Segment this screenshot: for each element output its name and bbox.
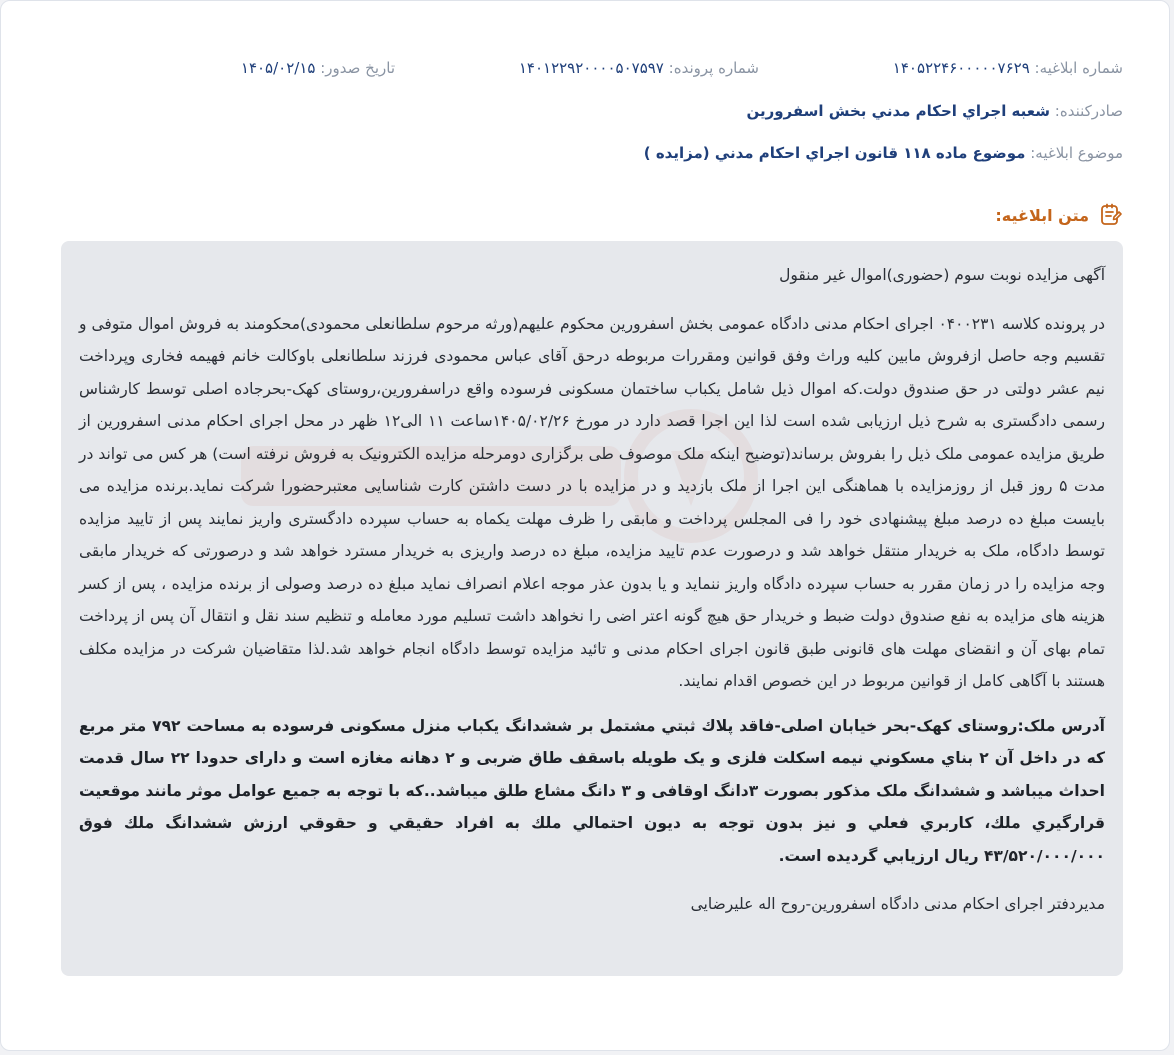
notice-text-heading (995, 201, 1123, 229)
issuer-label: صادرکننده: (1054, 102, 1123, 120)
notice-number (893, 59, 1123, 77)
signature-text: مدیردفتر اجرای احکام مدنی دادگاه اسفرورین-روح اله علیرضایی (690, 895, 1105, 913)
notice-number-value: ۱۴۰۵۲۲۴۶۰۰۰۰۰۷۶۲۹ (892, 59, 1030, 77)
property-address-text: آدرس ملک:روستای کهک-بحر خیابان اصلی-فاقد پلاك ثبتي مشتمل بر ششدانگ یکباب منزل مسکونی فرسوده به مساحت ۷۹۲ متر مربع که در داخل آن ۲ بناي مسكوني نيمه اسكلت فلزی و یک طویله باسقف طاق ضربی و ۲ دهانه مغازه است و دارای حدودا ۲۲ سال قدمت احداث ميباشد و ششدانگ ملک مذکور بصورت ۳دانگ اوقافی و ۳ دانگ مشاع طلق ميباشد..كه با توجه به جميع عوامل موثر مانند موقعيت قرارگيري ملك، كاربري فعلي و نيز بدون توجه به ديون احتمالي ملك به افراد حقيقي و حقوقي ارزش ششدانگ ملك فوق ۴۳/۵۲۰/۰۰۰/۰۰۰ ريال ارزيابي گرديده است. (79, 716, 1105, 865)
notice-text-body (61, 241, 1123, 976)
notice-number-label: شماره ابلاغیه: (1034, 59, 1123, 77)
issue-date-label: تاریخ صدور: (320, 59, 395, 77)
issue-date (241, 59, 395, 77)
subject-line (644, 144, 1123, 162)
auction-heading: آگهی مزایده نوبت سوم (حضوری)اموال غیر منقول (779, 266, 1105, 284)
issuer-value: شعبه اجراي احكام مدني بخش اسفرورين (746, 102, 1050, 120)
issue-date-value: ۱۴۰۵/۰۲/۱۵ (240, 59, 316, 77)
auction-body-text: در پرونده کلاسه ۰۴۰۰۲۳۱ اجرای احکام مدنی دادگاه عمومی بخش اسفرورین محکوم علیهم(ورثه مرحوم سلطانعلی محمودی)محکومند به فروش اموال متوفی و تقسیم وجه حاصل ازفروش مابین کلیه وراث وفق قوانین ومقررات مربوطه درحق آقای عباس محمودی فرزند سلطانعلی باوکالت خانم فهیمه فخاری وپرداخت نیم عشر دولتی در حق صندوق دولت.که اموال ذیل شامل یکباب ساختمان مسکونی فرسوده واقع دراسفرورین،روستای کهک-بحرجاده اصلی توسط کارشناس رسمی دادگستری به شرح ذیل ارزیابی شده است لذا این اجرا قصد دارد در مورخ ۱۴۰۵/۰۲/۲۶ساعت ۱۱ الی۱۲ ظهر در محل اجرای احکام مدنی اسفرورین از طریق مزایده عمومی ملک ذیل را بفروش برساند(توضیح اینکه ملک موصوف طی برگزاری دومرحله مزایده الکترونیک به فروش نرفته است) هر کس می تواند در مدت ۵ روز قبل از روزمزایده با هماهنگی این اجرا از ملک بازدید و در مزایده با در دست داشتن کارت شناسایی معتبرحضورا شرکت نماید.برنده مزایده می بایست مبلغ ده درصد مبلغ پیشنهادی خود را فی المجلس پرداخت و مابقی را ظرف مهلت یکماه به حساب سپرده دادگستری واریز نمایند پس از تایید مزایده توسط دادگاه، ملک به خریدار منتقل خواهد شد و درصورت عدم تایید مزایده، مبلغ ده درصد واریزی به خریدار مسترد خواهد شد و درصورتی که خریدار مابقی وجه مزایده را در زمان مقرر به حساب سپرده دادگاه واریز ننماید و یا بدون عذر موجه اعلام انصراف نماید مبلغ ده درصد وصولی از برنده مزایده ، پس از کسر هزینه های مزایده به نفع صندوق دولت ضبط و خریدار حق هیچ گونه اعتر اضی را نخواهد داشت تسلیم مورد معامله و تنظیم سند نقل و انتقال آن پس از پرداخت تمام بهای آن و انقضای مهلت های قانونی طبق قانون اجرای احکام مدنی و تائید مزایده توسط دادگاه انجام خواهد شد.لذا متقاضیان شرکت در مزایده مکلف هستند با آگاهی کامل از قوانین مربوط در این خصوص اقدام نمایند. (79, 314, 1106, 690)
case-number-value: ۱۴۰۱۲۲۹۲۰۰۰۰۵۰۷۵۹۷ (518, 59, 664, 77)
subject-value: موضوع ماده ۱۱۸ قانون اجراي احكام مدني (مزايده ) (643, 144, 1026, 162)
notice-text-title: متن ابلاغیه: (995, 205, 1089, 225)
case-number-label: شماره پرونده: (668, 59, 759, 77)
subject-label: موضوع ابلاغیه: (1030, 144, 1123, 162)
issuer-line (746, 102, 1123, 120)
case-number (519, 59, 759, 77)
document-text-icon (1097, 202, 1123, 228)
notice-meta-row (47, 59, 1123, 83)
